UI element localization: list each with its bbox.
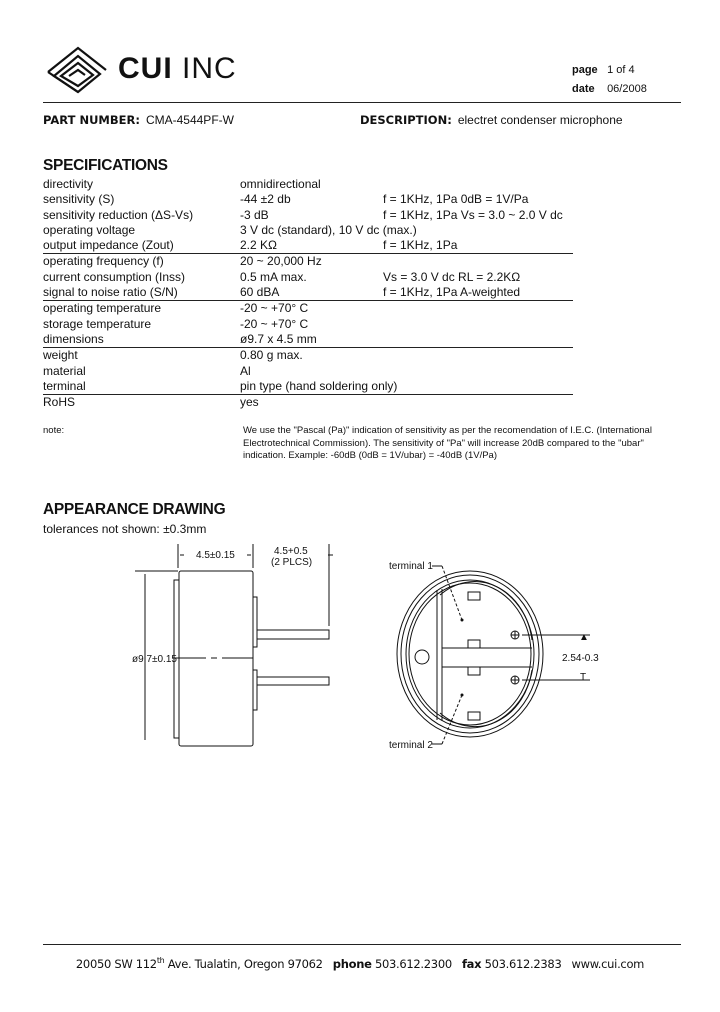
spec-name: RoHS (43, 395, 76, 410)
pitch-dimension: 2.54-0.3 (562, 653, 599, 664)
spec-name: material (43, 363, 86, 378)
spec-name: current consumption (Inss) (43, 269, 186, 284)
spec-name: sensitivity (S) (43, 192, 115, 207)
spec-condition: f = 1KHz, 1Pa (383, 238, 458, 253)
date-indicator: date 06/2008 (572, 83, 647, 95)
spec-condition: f = 1KHz, 1Pa A-weighted (383, 285, 521, 300)
diameter-dimension: ø9.7±0.15 (132, 654, 177, 665)
terminal-1-label: terminal 1 (389, 561, 433, 572)
spec-name: operating frequency (f) (43, 254, 164, 269)
spec-name: storage temperature (43, 316, 152, 331)
spec-name: weight (43, 348, 78, 363)
spec-value: 20 ~ 20,000 Hz (240, 254, 322, 269)
spec-value: -20 ~ +70° C (240, 301, 309, 316)
note-label: note: (43, 425, 65, 436)
note-text: We use the "Pascal (Pa)" indication of sensitivity as per the recomendation of I.E.C. (International Electrotechnical Commission). The sensitivity of "Pa" will increase 20dB compared to the "ubar" indication. Example: -60dB (0dB = 1V/ubar) = -40dB (1V/Pa) (243, 425, 652, 461)
spec-value: -3 dB (240, 207, 269, 222)
description: DESCRIPTION: electret condenser microphone (360, 113, 623, 127)
spec-value: 0.80 g max. (240, 348, 303, 363)
tolerance-note: tolerances not shown: ±0.3mm (43, 522, 207, 536)
spec-condition: f = 1KHz, 1Pa 0dB = 1V/Pa (383, 192, 529, 207)
footer-divider (43, 944, 681, 945)
website-link[interactable]: www.cui.com (571, 956, 645, 971)
spec-value: 3 V dc (standard), 10 V dc (max.) (240, 222, 417, 237)
pin-length-note: (2 PLCS) (271, 557, 313, 568)
spec-condition: f = 1KHz, 1Pa Vs = 3.0 ~ 2.0 V dc (383, 207, 563, 222)
spec-value: -20 ~ +70° C (240, 316, 309, 331)
page-indicator: page 1 of 4 (572, 64, 635, 76)
appearance-drawing-title: APPEARANCE DRAWING (43, 501, 226, 518)
spec-name: directivity (43, 177, 94, 191)
spec-name: signal to noise ratio (S/N) (43, 285, 178, 300)
spec-name: terminal (43, 378, 86, 393)
length-dimension: 4.5±0.15 (196, 550, 235, 561)
pitch-arrow-up-icon: ▲ (579, 632, 589, 643)
spec-name: output impedance (Zout) (43, 238, 174, 253)
spec-value: pin type (hand soldering only) (240, 378, 398, 393)
spec-value: 60 dBA (240, 285, 280, 300)
side-view (135, 544, 333, 746)
spec-value: ø9.7 x 4.5 mm (240, 331, 317, 346)
spec-value: 0.5 mA max. (240, 269, 307, 284)
spec-name: operating voltage (43, 222, 136, 237)
spec-value: -44 ±2 db (240, 192, 291, 207)
spec-value: yes (240, 395, 259, 410)
spec-name: operating temperature (43, 301, 162, 316)
spec-name: sensitivity reduction (ΔS-Vs) (43, 207, 194, 222)
spec-value: Al (240, 363, 251, 378)
part-number: PART NUMBER: CMA-4544PF-W (43, 113, 234, 127)
spec-name: dimensions (43, 331, 104, 346)
spec-value: 2.2 KΩ (240, 238, 277, 253)
spec-condition: Vs = 3.0 V dc RL = 2.2KΩ (383, 269, 521, 284)
pitch-arrow-down-icon: T (580, 672, 587, 683)
spec-value: omnidirectional (240, 177, 321, 191)
footer-contact: 20050 SW 112th Ave. Tualatin, Oregon 97062 phone 503.612.2300 fax 503.612.2383 www.cui.com (75, 956, 645, 971)
company-logo-text: CUI INC (118, 52, 237, 85)
terminal-2-label: terminal 2 (389, 740, 433, 751)
pin-length-dimension: 4.5+0.5 (274, 546, 308, 557)
specifications-title: SPECIFICATIONS (43, 157, 168, 174)
